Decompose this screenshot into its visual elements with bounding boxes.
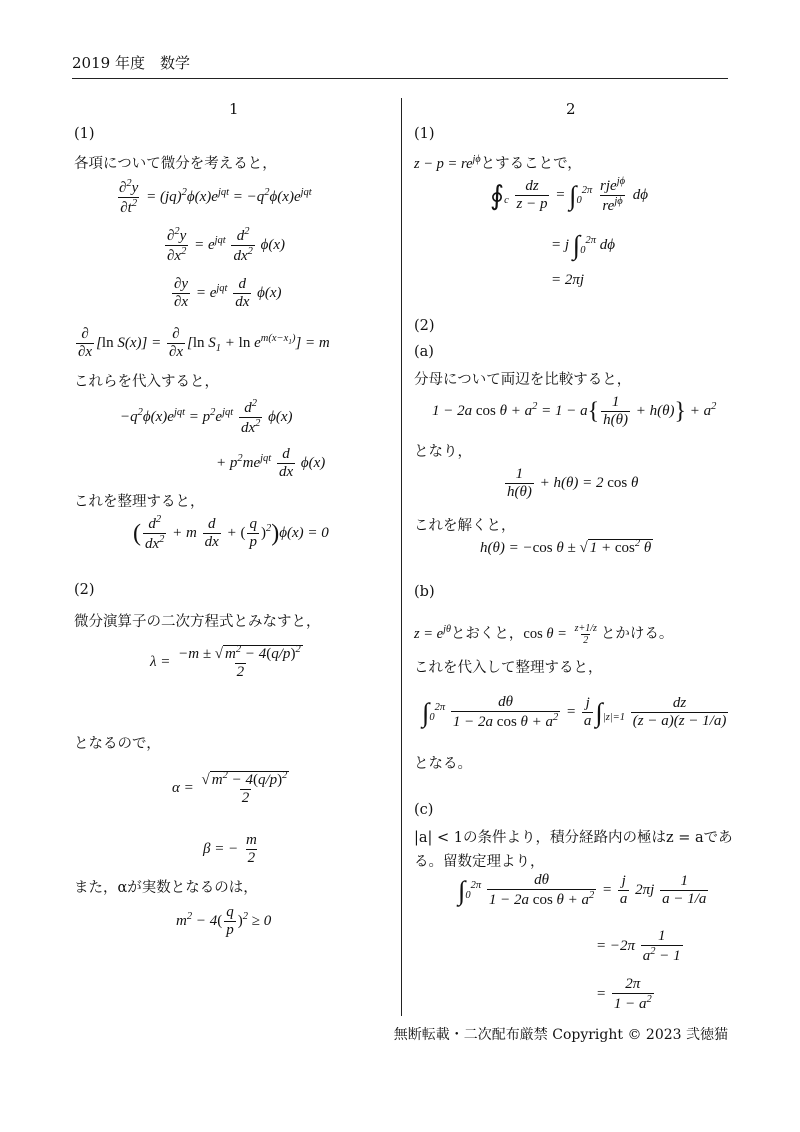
- equation-c-residue: $\int_0^{2\pi}$ $\frac{d\theta}{1 - 2a \cos \theta + a^2}$ = $\frac{j}{a}$ 2πj $\frac{1}{a - 1/a}$: [458, 872, 707, 909]
- then-text-a: となり，: [414, 444, 472, 460]
- part-label-2-1: (1): [414, 126, 435, 142]
- part-label-1-2: (2): [74, 582, 95, 598]
- equation-c-result: = $\frac{2\pi}{1 - a^2}$: [596, 976, 652, 1013]
- organize-text: これを整理すると，: [74, 494, 205, 510]
- therefore-text: となるので，: [74, 736, 161, 752]
- intro-text-b: $z = e^{j\theta}$とおくと，cos θ = $\frac{z+1/z}{2}$ とかける。: [414, 622, 674, 647]
- equation-a-relation: $\frac{1}{h(\theta)}$ + h(θ) = 2 cos θ: [507, 466, 639, 501]
- equation-d2y-dt2: $\frac{\partial^2y}{\partial t^2}$ = $(jq)^2\phi(x)e^{jqt} = -q^2\phi(x)e^{jqt}$: [119, 178, 312, 217]
- sub-label-c: (c): [414, 802, 434, 818]
- equation-substituted-line2: + $p^2me^{jqt}$ $\frac{d}{dx}$ ϕ(x): [216, 446, 326, 481]
- equation-c-step2: = −2π $\frac{1}{a^2 - 1}$: [596, 928, 681, 965]
- footer-copyright: 無断転載・二次配布厳禁 Copyright © 2023 弐徳猫: [393, 1027, 728, 1043]
- equation-a-compare: 1 − 2a $\cos \theta + a^2 = 1 - a${ $\frac{1}{h(\theta)}$ + $h(\theta)\} + a^2$: [432, 394, 717, 429]
- equation-beta: β = − $\frac{m}{2}$: [203, 832, 257, 867]
- end-text-b: となる。: [414, 756, 472, 772]
- condition-text-c2: る。留数定理より，: [414, 854, 545, 870]
- equation-contour-result: = 2πj: [551, 272, 585, 288]
- sub-label-b: (b): [414, 584, 435, 600]
- part-label-2-2: (2): [414, 318, 435, 334]
- condition-text-c1: |a| < 1の条件より，積分経路内の極はz = aであ: [414, 830, 733, 846]
- intro-text-a: 分母について両辺を比較すると，: [414, 372, 632, 388]
- equation-a-solution: h(θ) = −cos θ ± √ $1 + \cos^2 \theta$: [480, 538, 652, 556]
- intro-text-2-1: $z - p = re^{j\phi}$とすることで，: [414, 154, 582, 172]
- header-divider: [72, 78, 728, 79]
- equation-contour-step2: = j $\int_0^{2\pi}$ dϕ: [551, 230, 615, 260]
- equation-dy-dx: $\frac{\partial y}{\partial x}$ = $e^{jqt}$ $\frac{d}{dx}$ ϕ(x): [174, 276, 282, 311]
- problem-number-1: 1: [229, 100, 239, 118]
- part-label-1-1: (1): [74, 126, 95, 142]
- equation-alpha: α = $\frac{√ m^2 - 4(q/p)^2}{2}$: [172, 770, 288, 807]
- equation-contour-integral: $∮_c$ $\frac{dz}{z - p}$ = $\int_0^{2\pi}$ $\frac{rje^{j\phi}}{re^{j\phi}}$ dϕ: [490, 176, 649, 215]
- sub-label-a: (a): [414, 344, 434, 360]
- real-condition-text: また，αが実数となるのは，: [74, 880, 258, 896]
- intro-text-1-2: 微分演算子の二次方程式とみなすと，: [74, 614, 321, 630]
- equation-substituted-line1: $-q^2\phi(x)e^{jqt} = p^2e^{jqt}$ $\frac{d^2}{dx^2}$ ϕ(x): [120, 398, 293, 437]
- equation-d2y-dx2: $\frac{\partial^2y}{\partial x^2}$ = $e^{jqt}$ $\frac{d^2}{dx^2}$ ϕ(x): [167, 226, 286, 265]
- intro-text-1-1: 各項について微分を考えると，: [74, 156, 277, 172]
- equation-lambda: λ = $\frac{-m \pm √ m^2 - 4(q/p)^2}{2}$: [150, 644, 301, 681]
- page-header-title: 2019 年度 数学: [72, 54, 190, 72]
- solve-text-a: これを解くと，: [414, 518, 516, 534]
- problem-number-2: 2: [566, 100, 576, 118]
- equation-log-derivative: $\frac{\partial}{\partial x}$ [ln S(x)] = $\frac{\partial}{\partial x}$ [ln $S_1 + \ln e^{m(x-x_1)}] = m$: [78, 326, 330, 361]
- substitute-text: これらを代入すると，: [74, 374, 219, 390]
- column-divider: [401, 98, 402, 1016]
- equation-differential-form: ( $\frac{d^2}{dx^2}$ + m $\frac{d}{dx}$ + ( $\frac{q}{p}$ )$^2$)ϕ(x) = 0: [133, 514, 329, 553]
- substitute-text-b: これを代入して整理すると，: [414, 660, 603, 676]
- equation-real-condition: $m^2 - 4$( $\frac{q}{p}$ )$^2$ ≥ 0: [176, 904, 272, 939]
- equation-b-integral: $\int_0^{2\pi}$ $\frac{d\theta}{1 - 2a \cos \theta + a^2}$ = $\frac{j}{a}$ $\int_{|z|=1}$ $\frac{dz}{(z - a)(z - 1/a)}$: [422, 694, 727, 731]
